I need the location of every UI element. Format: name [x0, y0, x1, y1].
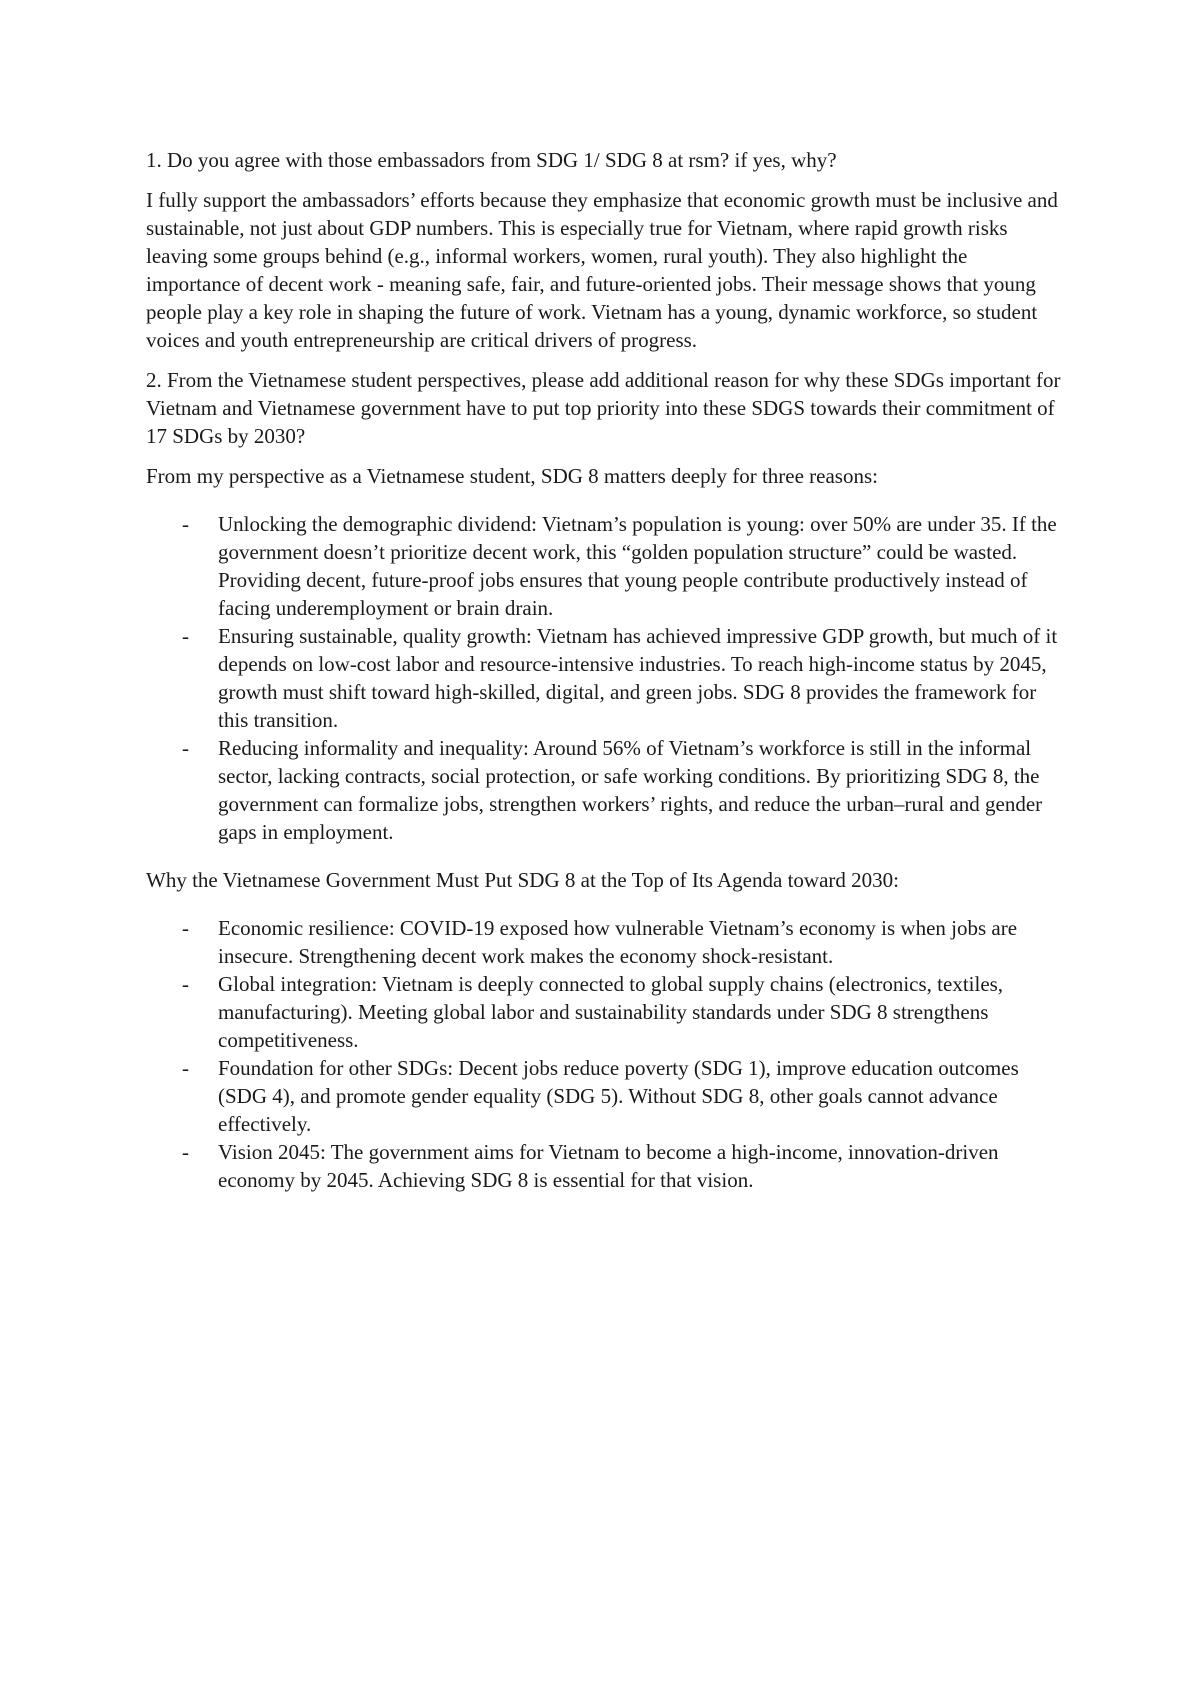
dash-bullet: -	[182, 736, 189, 760]
list-item	[146, 734, 1066, 846]
dash-bullet: -	[182, 972, 189, 996]
list-item-text: Unlocking the demographic dividend: Vietnam’s population is young: over 50% are under 35. If the government doesn’t prioritize decent work, this “golden population structure” could be wasted. Providing decent, future-proof jobs ensures that young people contribute productively instead of facing underemployment or brain drain.	[218, 512, 1057, 620]
list-item-text: Global integration: Vietnam is deeply connected to global supply chains (electronics, textiles, manufacturing). Meeting global labor and sustainability standards under SDG 8 strengthens competitiveness.	[218, 972, 1004, 1052]
dash-bullet: -	[182, 1140, 189, 1164]
section-heading: Why the Vietnamese Government Must Put SDG 8 at the Top of Its Agenda toward 2030:	[146, 868, 899, 892]
document-body	[146, 146, 1066, 1214]
list-item	[146, 914, 1066, 970]
list-item-text: Ensuring sustainable, quality growth: Vietnam has achieved impressive GDP growth, but much of it depends on low-cost labor and resource-intensive industries. To reach high-income status by 2045, growth must shift toward high-skilled, digital, and green jobs. SDG 8 provides the framework for this transition.	[218, 624, 1058, 732]
list-item	[146, 1138, 1066, 1194]
dash-bullet: -	[182, 916, 189, 940]
list-item	[146, 1054, 1066, 1138]
dash-bullet: -	[182, 624, 189, 648]
list-item	[146, 622, 1066, 734]
question-2: 2. From the Vietnamese student perspectives, please add additional reason for why these SDGs important for Vietnam and Vietnamese government have to put top priority into these SDGS towards their commitment of 17 SDGs by 2030?	[146, 368, 1061, 448]
reasons-list	[146, 510, 1066, 846]
list-item-text: Economic resilience: COVID-19 exposed how vulnerable Vietnam’s economy is when jobs are insecure. Strengthening decent work makes the economy shock-resistant.	[218, 916, 1018, 968]
dash-bullet: -	[182, 1056, 189, 1080]
answer-2-intro: From my perspective as a Vietnamese student, SDG 8 matters deeply for three reasons:	[146, 464, 878, 488]
priorities-list	[146, 914, 1066, 1194]
list-item-text: Foundation for other SDGs: Decent jobs reduce poverty (SDG 1), improve education outcomes (SDG 4), and promote gender equality (SDG 5). Without SDG 8, other goals cannot advance effectively.	[218, 1056, 1019, 1136]
list-item-text: Reducing informality and inequality: Around 56% of Vietnam’s workforce is still in the informal sector, lacking contracts, social protection, or safe working conditions. By prioritizing SDG 8, the government can formalize jobs, strengthen workers’ rights, and reduce the urban–rural and gender gaps in employment.	[218, 736, 1043, 844]
list-item	[146, 510, 1066, 622]
dash-bullet: -	[182, 512, 189, 536]
list-item	[146, 970, 1066, 1054]
question-1: 1. Do you agree with those embassadors from SDG 1/ SDG 8 at rsm? if yes, why?	[146, 148, 837, 172]
list-item-text: Vision 2045: The government aims for Vietnam to become a high-income, innovation-driven economy by 2045. Achieving SDG 8 is essential for that vision.	[218, 1140, 999, 1192]
answer-1: I fully support the ambassadors’ efforts because they emphasize that economic growth must be inclusive and sustainable, not just about GDP numbers. This is especially true for Vietnam, where rapid growth risks leaving some groups behind (e.g., informal workers, women, rural youth). They also highlight the importance of decent work - meaning safe, fair, and future-oriented jobs. Their message shows that young people play a key role in shaping the future of work. Vietnam has a young, dynamic workforce, so student voices and youth entrepreneurship are critical drivers of progress.	[146, 188, 1058, 352]
